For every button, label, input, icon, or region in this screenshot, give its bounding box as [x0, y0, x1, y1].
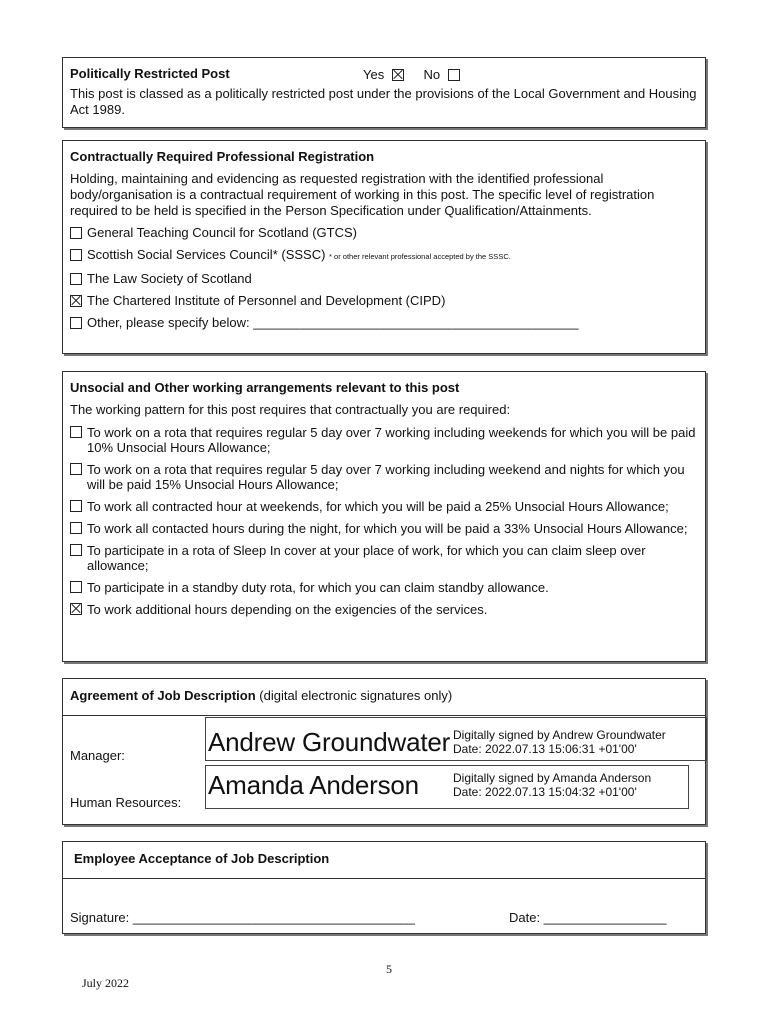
unsocial-item-label: To work all contracted hour at weekends, for which you will be paid a 25% Unsocial Hours Allowance; [87, 499, 669, 514]
registration-options [70, 225, 698, 331]
unsocial-section [62, 371, 706, 662]
unsocial-item[interactable] [70, 543, 698, 573]
unsocial-checkbox[interactable] [70, 426, 82, 438]
no-label: No [423, 67, 441, 82]
hr-signature-meta1: Digitally signed by Amanda Anderson [453, 771, 652, 785]
unsocial-item-label: To participate in a standby duty rota, for which you can claim standby allowance. [87, 580, 549, 595]
agreement-section [62, 678, 706, 825]
registration-title: Contractually Required Professional Registration [70, 149, 375, 164]
unsocial-item-label: To work on a rota that requires regular 5 day over 7 working including weekends for which you will be paid 10% Unsocial Hours Allowance; [87, 425, 696, 455]
checkbox-other[interactable] [70, 317, 82, 329]
unsocial-item[interactable] [70, 602, 698, 617]
political-title: Politically Restricted Post [70, 66, 230, 81]
yes-no-group [363, 67, 464, 82]
option-label: The Chartered Institute of Personnel and Development (CIPD) [87, 293, 446, 308]
registration-section [62, 140, 706, 354]
registration-option-sssc[interactable] [70, 247, 698, 265]
option-label: Scottish Social Services Council* (SSSC) [87, 247, 326, 262]
checkbox-sssc[interactable] [70, 249, 82, 261]
no-checkbox[interactable] [448, 69, 460, 81]
page-number: 5 [386, 962, 392, 976]
agreement-subtitle: (digital electronic signatures only) [259, 688, 453, 703]
politically-restricted-section [62, 57, 706, 128]
registration-option-other[interactable] [70, 315, 698, 331]
unsocial-checkbox[interactable] [70, 581, 82, 593]
unsocial-checkbox[interactable] [70, 544, 82, 556]
agreement-divider [63, 715, 705, 716]
unsocial-item[interactable] [70, 462, 698, 492]
option-label: The Law Society of Scotland [87, 271, 252, 286]
signature-line[interactable]: Signature: _______________________________________ [70, 910, 415, 925]
unsocial-item-label: To work all contacted hours during the night, for which you will be paid a 33% Unsocial Hours Allowance; [87, 521, 688, 536]
sssc-note: * or other relevant professional accepted by the SSSC. [329, 252, 511, 261]
unsocial-item[interactable] [70, 580, 698, 595]
unsocial-checkbox[interactable] [70, 500, 82, 512]
unsocial-item-label: To work on a rota that requires regular 5 day over 7 working including weekend and nights for which you will be paid 15% Unsocial Hours Allowance; [87, 462, 685, 492]
manager-signature-meta2: Date: 2022.07.13 15:06:31 +01'00' [453, 742, 637, 756]
unsocial-intro: The working pattern for this post requires that contractually you are required: [70, 402, 511, 417]
yes-label: Yes [363, 67, 385, 82]
option-label: Other, please specify below: _____________________________________________ [87, 315, 579, 330]
registration-option-law-society[interactable] [70, 271, 698, 287]
registration-option-gtcs[interactable] [70, 225, 698, 241]
manager-label: Manager: [70, 748, 125, 763]
footer-date: July 2022 [82, 976, 130, 990]
checkbox-cipd[interactable] [70, 295, 82, 307]
manager-signature-meta1: Digitally signed by Andrew Groundwater [453, 728, 666, 742]
agreement-title: Agreement of Job Description [70, 688, 256, 703]
unsocial-item-label: To participate in a rota of Sleep In cover at your place of work, for which you can claim sleep over allowance; [87, 543, 646, 573]
hr-label: Human Resources: [70, 795, 182, 810]
acceptance-section [62, 841, 706, 934]
yes-checkbox[interactable] [392, 69, 404, 81]
unsocial-checkbox[interactable] [70, 522, 82, 534]
unsocial-item[interactable] [70, 521, 698, 536]
unsocial-item-label: To work additional hours depending on the exigencies of the services. [87, 602, 488, 617]
acceptance-header [63, 842, 705, 878]
unsocial-item[interactable] [70, 499, 698, 514]
hr-signature-meta2: Date: 2022.07.13 15:04:32 +01'00' [453, 785, 637, 799]
unsocial-checkbox[interactable] [70, 463, 82, 475]
manager-signature-name: Andrew Groundwater [208, 727, 451, 757]
option-label: General Teaching Council for Scotland (GTCS) [87, 225, 357, 240]
checkbox-gtcs[interactable] [70, 227, 82, 239]
unsocial-title: Unsocial and Other working arrangements relevant to this post [70, 380, 460, 395]
checkbox-law-society[interactable] [70, 273, 82, 285]
political-text: This post is classed as a politically restricted post under the provisions of the Local Government and Housing Act 1989. [70, 86, 697, 117]
acceptance-title: Employee Acceptance of Job Description [74, 851, 330, 866]
hr-signature-name: Amanda Anderson [208, 770, 419, 800]
unsocial-item[interactable] [70, 425, 698, 455]
acceptance-divider [63, 878, 705, 879]
agreement-header [63, 679, 705, 715]
registration-text: Holding, maintaining and evidencing as requested registration with the identified professional body/organisation is a contractual requirement of working in this post. The specific level of registration required to be held is specified in the Person Specification under Qualification/Attainments. [70, 171, 655, 218]
date-line[interactable]: Date: _________________ [509, 910, 667, 925]
registration-option-cipd[interactable] [70, 293, 698, 309]
unsocial-checkbox[interactable] [70, 603, 82, 615]
